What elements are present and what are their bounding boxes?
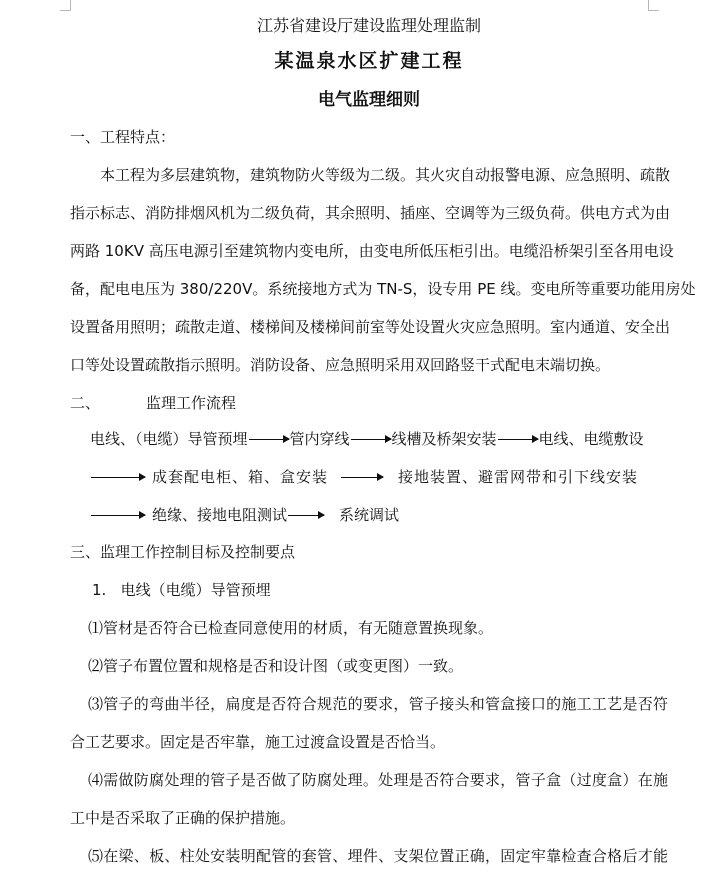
arrow-right-icon [288, 515, 324, 516]
workflow-row-1 [90, 430, 644, 449]
flow-step: 成套配电柜、箱、盒安装 [152, 468, 329, 486]
flow-step: 线槽及桥架安装 [391, 430, 497, 448]
paragraph-line: 备，配电电压为 380/220V。系统接地方式为 TN-S，设专用 PE 线。变电所等重要功能用房处 [70, 280, 696, 298]
list-item: ⑵管子布置位置和规格是否和设计图（或变更图）一致。 [88, 657, 464, 675]
arrow-right-icon [91, 477, 145, 478]
flow-step: 管内穿线 [289, 430, 350, 448]
paragraph-line: 两路 10KV 高压电源引至建筑物内变电所，由变电所低压柜引出。电缆沿桥架引至各用电设 [70, 242, 674, 260]
list-item-continuation: 工中是否采取了正确的保护措施。 [70, 809, 296, 827]
arrow-right-icon [249, 439, 289, 440]
list-item: ⑴管材是否符合已检查同意使用的材质，有无随意置换现象。 [88, 619, 494, 637]
list-item: ⑶管子的弯曲半径，扁度是否符合规范的要求，管子接头和管盒接口的施工工艺是否符 [88, 695, 668, 713]
page-corner-mark-right [648, 0, 659, 11]
arrow-right-icon [498, 439, 538, 440]
arrow-right-icon [351, 439, 391, 440]
workflow-row-3 [90, 506, 399, 525]
subsection-heading: 1. 电线（电缆）导管预埋 [92, 581, 271, 599]
project-title: 某温泉水区扩建工程 [274, 50, 464, 72]
flow-step: 电线、（电缆）导管预埋 [90, 430, 248, 448]
paragraph-line: 口等处设置疏散指示照明。消防设备、应急照明采用双回路竖干式配电末端切换。 [70, 356, 611, 374]
section-heading-workflow [70, 394, 236, 413]
section-title: 监理工作流程 [146, 394, 237, 412]
section-heading-control-points: 三、监理工作控制目标及控制要点 [70, 543, 296, 561]
list-item: ⑷需做防腐处理的管子是否做了防腐处理。处理是否符合要求，管子盒（过度盒）在施 [88, 771, 668, 789]
flow-step: 绝缘、接地电阻测试 [152, 506, 288, 524]
page-corner-mark-left [60, 0, 71, 11]
flow-step: 接地装置、避雷网带和引下线安装 [398, 468, 639, 486]
arrow-right-icon [91, 515, 145, 516]
list-item: ⑸在梁、板、柱处安装明配管的套管、埋件、支架位置正确，固定牢靠检查合格后才能 [88, 847, 668, 865]
paragraph-line: 本工程为多层建筑物，建筑物防火等级为二级。其火灾自动报警电源、应急照明、疏散 [100, 166, 671, 184]
section-heading-project-features: 一、工程特点： [70, 128, 176, 146]
arrow-right-icon [341, 477, 383, 478]
document-title: 电气监理细则 [318, 90, 420, 110]
flow-step: 电线、电缆敷设 [538, 430, 644, 448]
flow-step: 系统调试 [339, 506, 400, 524]
document-header-title: 江苏省建设厅建设监理处理监制 [256, 16, 481, 35]
paragraph-line: 设置备用照明；疏散走道、楼梯间及楼梯间前室等处设置火灾应急照明。室内通道、安全出 [70, 318, 671, 336]
workflow-row-2 [90, 468, 638, 487]
paragraph-line: 指示标志、消防排烟风机为二级负荷，其余照明、插座、空调等为三级负荷。供电方式为由 [70, 204, 671, 222]
list-item-continuation: 合工艺要求。固定是否牢靠，施工过渡盒设置是否恰当。 [70, 733, 446, 751]
section-number: 二、 [70, 394, 101, 412]
